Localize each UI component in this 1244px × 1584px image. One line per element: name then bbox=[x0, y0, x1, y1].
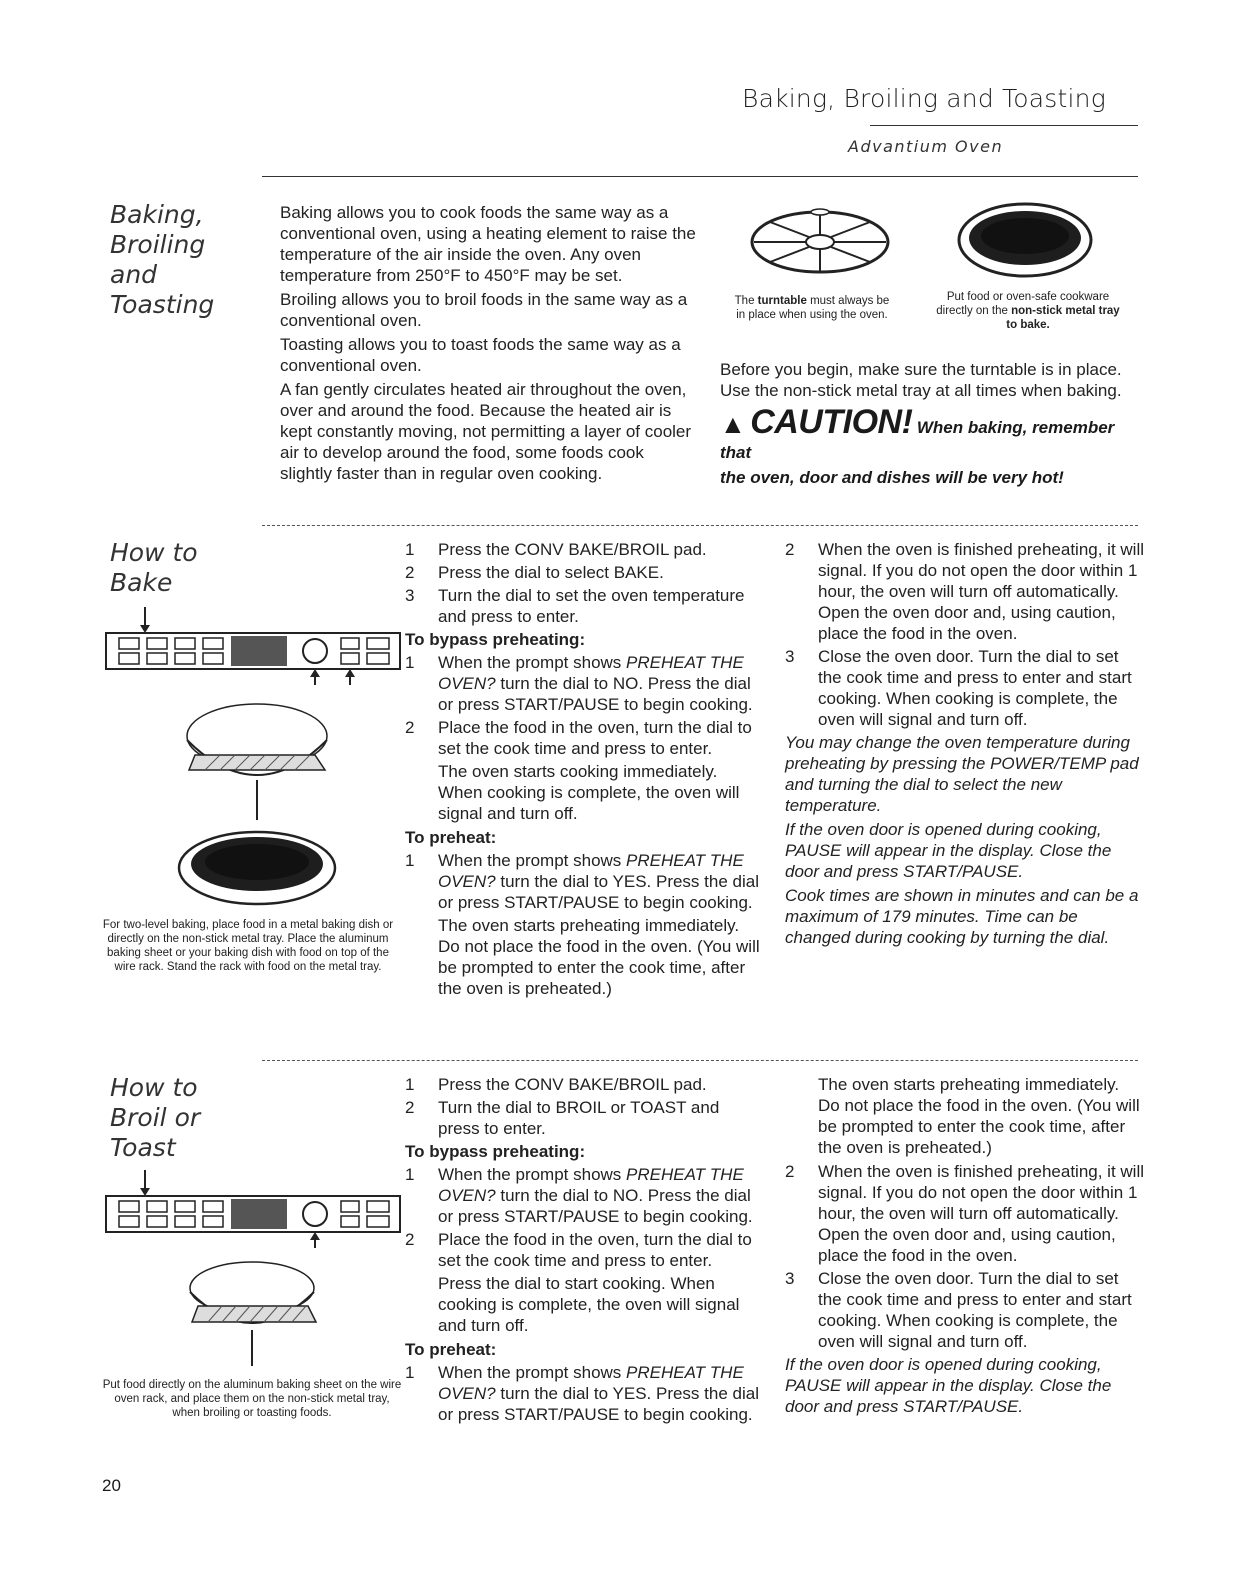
metal-tray-illustration bbox=[955, 200, 1095, 285]
bake-note: You may change the oven temperature during preheating by pressing the POWER/TEMP pad and turning the dial to select the new temperature. bbox=[785, 733, 1139, 815]
bake-instructions bbox=[405, 539, 765, 1002]
list-item: 1 Press the CONV BAKE/BROIL pad. bbox=[405, 1075, 707, 1094]
list-item: 1 When the prompt shows PREHEAT THE OVEN? turn the dial to YES. Press the dial or press START/PAUSE to begin cooking. bbox=[405, 851, 759, 912]
control-panel-illustration bbox=[105, 1168, 405, 1248]
intro-text bbox=[280, 202, 700, 487]
bake-right-steps bbox=[785, 539, 1145, 730]
list-item: 2 Press the dial to select BAKE. bbox=[405, 563, 664, 582]
bake-note: Cook times are shown in minutes and can be a maximum of 179 minutes. Time can be changed during cooking by turning the dial. bbox=[785, 886, 1139, 947]
section-divider bbox=[262, 1060, 1138, 1061]
preheat-steps bbox=[405, 1362, 765, 1425]
list-item: 3 Close the oven door. Turn the dial to set the cook time and press to enter and start cooking. When cooking is complete, the oven will signal and turn off. bbox=[785, 647, 1132, 729]
broil-caption: Put food directly on the aluminum baking sheet on the wire oven rack, and place them on the non-stick metal tray, when broiling or toasting foods. bbox=[102, 1379, 402, 1419]
broil-right-steps bbox=[785, 1161, 1145, 1352]
section-divider bbox=[262, 525, 1138, 526]
list-item: 2 When the oven is finished preheating, it will signal. If you do not open the door within 1 hour, the oven will turn off automatically. Open the oven door and, using caution, place the food in the oven. bbox=[785, 540, 1145, 643]
bake-note: If the oven door is opened during cooking, PAUSE will appear in the display. Close the door and press START/PAUSE. bbox=[785, 820, 1112, 881]
bypass-heading: To bypass preheating: bbox=[405, 630, 586, 649]
preheat-heading: To preheat: bbox=[405, 1340, 497, 1359]
preheat-after-text: The oven starts preheating immediately. Do not place the food in the oven. (You will be prompted to enter the cook time, after the oven is preheated.) bbox=[438, 916, 760, 998]
broil-side-title: How to Broil or Toast bbox=[110, 1073, 201, 1162]
metal-tray-caption: Put food or oven-safe cookware directly on the non-stick metal tray to bake. bbox=[936, 291, 1120, 331]
list-item: 3 Close the oven door. Turn the dial to set the cook time and press to enter and start cooking. When cooking is complete, the oven will signal and turn off. bbox=[785, 1269, 1132, 1351]
preheat-heading: To preheat: bbox=[405, 828, 497, 847]
top-rule bbox=[262, 176, 1138, 177]
list-item: 1 Press the CONV BAKE/BROIL pad. bbox=[405, 540, 707, 559]
page-subtitle: Advantium Oven bbox=[848, 137, 1004, 156]
two-level-rack-illustration bbox=[175, 700, 345, 910]
control-panel-illustration bbox=[105, 605, 405, 685]
turntable-caption: The turntable must always be in place when using the oven. bbox=[734, 295, 890, 321]
page-number: 20 bbox=[102, 1476, 121, 1495]
list-item: 1 When the prompt shows PREHEAT THE OVEN? turn the dial to NO. Press the dial or press START/PAUSE to begin cooking. bbox=[405, 1165, 753, 1226]
broil-instructions-continued bbox=[785, 1074, 1145, 1420]
header-rule bbox=[870, 125, 1138, 126]
list-item: 2 When the oven is finished preheating, it will signal. If you do not open the door within 1 hour, the oven will turn off automatically. Open the oven door and, using caution, place the food in the oven. bbox=[785, 1162, 1145, 1265]
bake-instructions-continued bbox=[785, 539, 1145, 951]
list-item: 2 Turn the dial to BROIL or TOAST and press to enter. bbox=[405, 1098, 720, 1138]
caution-text: When baking, remember that bbox=[720, 418, 1115, 462]
bake-caption: For two-level baking, place food in a metal baking dish or directly on the non-stick metal tray. Place the aluminum baking sheet or your baking dish with food on top of the wire rack. Stand the rack with food on the metal tray. bbox=[102, 919, 394, 973]
bypass-steps bbox=[405, 1164, 765, 1271]
bake-steps bbox=[405, 539, 765, 627]
intro-side-title: Baking, Broiling and Toasting bbox=[110, 200, 215, 319]
bypass-heading: To bypass preheating: bbox=[405, 1142, 586, 1161]
turntable-illustration bbox=[745, 200, 895, 290]
intro-paragraph: A fan gently circulates heated air throughout the oven, over and around the food. Because the heated air is kept constantly moving, not permitting a layer of cooler air to develop around the food, some foods cook slightly faster than in regular oven cooking. bbox=[280, 380, 692, 483]
broil-instructions bbox=[405, 1074, 765, 1427]
list-item: 2 Place the food in the oven, turn the dial to set the cook time and press to enter. bbox=[405, 1230, 752, 1270]
caution-block bbox=[720, 403, 1140, 491]
caution-text: the oven, door and dishes will be very hot! bbox=[720, 468, 1064, 487]
intro-paragraph: Toasting allows you to toast foods the same way as a conventional oven. bbox=[280, 335, 681, 375]
preheat-steps bbox=[405, 850, 765, 913]
broil-rack-illustration bbox=[180, 1258, 330, 1368]
broil-note: If the oven door is opened during cooking, PAUSE will appear in the display. Close the door and press START/PAUSE. bbox=[785, 1355, 1112, 1416]
bypass-after-text: The oven starts cooking immediately. When cooking is complete, the oven will signal and turn off. bbox=[438, 762, 740, 823]
before-you-begin-text: Before you begin, make sure the turntable is in place. Use the non-stick metal tray at all times when baking. bbox=[720, 360, 1122, 400]
bypass-after-text: Press the dial to start cooking. When cooking is complete, the oven will signal and turn off. bbox=[438, 1274, 740, 1335]
bypass-steps bbox=[405, 652, 765, 759]
list-item: 2 Place the food in the oven, turn the dial to set the cook time and press to enter. bbox=[405, 718, 752, 758]
intro-paragraph: Broiling allows you to broil foods in the same way as a conventional oven. bbox=[280, 290, 688, 330]
list-item: 1 When the prompt shows PREHEAT THE OVEN? turn the dial to NO. Press the dial or press START/PAUSE to begin cooking. bbox=[405, 653, 753, 714]
bake-side-title: How to Bake bbox=[110, 538, 198, 597]
intro-paragraph: Baking allows you to cook foods the same way as a conventional oven, using a heating element to raise the temperature of the air inside the oven. Any oven temperature from 250°F to 450°F may be set. bbox=[280, 203, 696, 285]
list-item: 3 Turn the dial to set the oven temperature and press to enter. bbox=[405, 586, 745, 626]
broil-right-intro: The oven starts preheating immediately. Do not place the food in the oven. (You will be prompted to enter the cook time, after the oven is preheated.) bbox=[818, 1075, 1140, 1157]
broil-steps bbox=[405, 1074, 765, 1139]
list-item: 1 When the prompt shows PREHEAT THE OVEN? turn the dial to YES. Press the dial or press START/PAUSE to begin cooking. bbox=[405, 1363, 759, 1424]
page-title: Baking, Broiling and Toasting bbox=[742, 84, 1106, 113]
caution-icon: ▲ bbox=[720, 409, 746, 439]
caution-word: CAUTION! bbox=[750, 403, 913, 441]
